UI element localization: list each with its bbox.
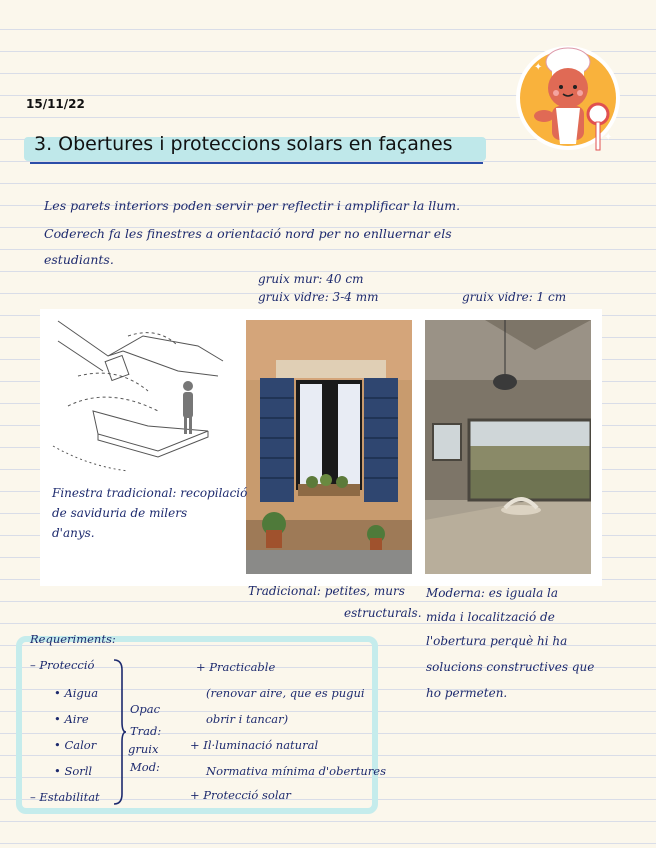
requirement-proteccio: – Protecció: [30, 658, 95, 672]
intro-line-2: Coderech fa les finestres a orientació nord per no enlluernar els: [44, 226, 452, 241]
mid-label-mod: Mod:: [130, 760, 160, 774]
svg-text:✦: ✦: [534, 62, 543, 73]
requirement-point-2: (renovar aire, que es pugui: [206, 686, 365, 700]
wall-thickness-note: gruix mur: 40 cm: [258, 272, 364, 286]
svg-text:✦: ✦: [604, 132, 613, 143]
chef-sticker-icon: [514, 40, 624, 160]
requirement-point-5: Normativa mínima d'obertures: [206, 764, 386, 778]
traditional-window-photo: [246, 320, 412, 574]
traditional-caption-1: Tradicional: petites, murs: [248, 584, 405, 598]
requirement-item-3: • Calor: [54, 738, 97, 752]
traditional-window-caption-1: Finestra tradicional: recopilació: [52, 486, 248, 500]
modern-caption-4: solucions constructives que: [426, 660, 595, 674]
requirement-point-6: + Protecció solar: [190, 788, 291, 802]
intro-line-1: Les parets interiors poden servir per reflectir i amplificar la llum.: [44, 198, 461, 213]
mid-label-gruix: gruix: [128, 742, 159, 756]
glass-thickness-trad-note: gruix vidre: 3-4 mm: [258, 290, 379, 304]
modern-caption-2: mida i localització de: [426, 610, 555, 624]
requirements-heading: Requeriments:: [30, 632, 116, 646]
intro-line-3: estudiants.: [44, 252, 114, 267]
modern-caption-3: l'obertura perquè hi ha: [426, 634, 568, 648]
requirement-point-4: + Il·luminació natural: [190, 738, 319, 752]
modern-window-photo: [425, 320, 591, 574]
modern-caption-5: ho permeten.: [426, 686, 508, 700]
requirement-item-1: • Aigua: [54, 686, 99, 700]
title-underline: [30, 162, 483, 164]
modern-caption-1: Moderna: es iguala la: [426, 586, 559, 600]
traditional-caption-2: estructurals.: [344, 606, 422, 620]
requirement-item-4: • Sorll: [54, 764, 93, 778]
glass-thickness-modern-note: gruix vidre: 1 cm: [462, 290, 567, 304]
chef-sticker: [514, 40, 624, 160]
ventilation-diagram: [48, 316, 238, 476]
mid-label-trad: Trad:: [130, 724, 162, 738]
mid-label-opac: Opac: [130, 702, 161, 716]
page-title: 3. Obertures i proteccions solars en façanes: [34, 133, 453, 155]
requirement-estabilitat: – Estabilitat: [30, 790, 100, 804]
traditional-window-caption-2: de saviduria de milers: [52, 506, 188, 520]
traditional-window-caption-3: d'anys.: [52, 526, 95, 540]
requirement-point-1: + Practicable: [196, 660, 276, 674]
requirement-item-2: • Aire: [54, 712, 89, 726]
requirements-brace-icon: [110, 658, 128, 806]
requirement-point-3: obrir i tancar): [206, 712, 289, 726]
date: 15/11/22: [26, 97, 85, 111]
